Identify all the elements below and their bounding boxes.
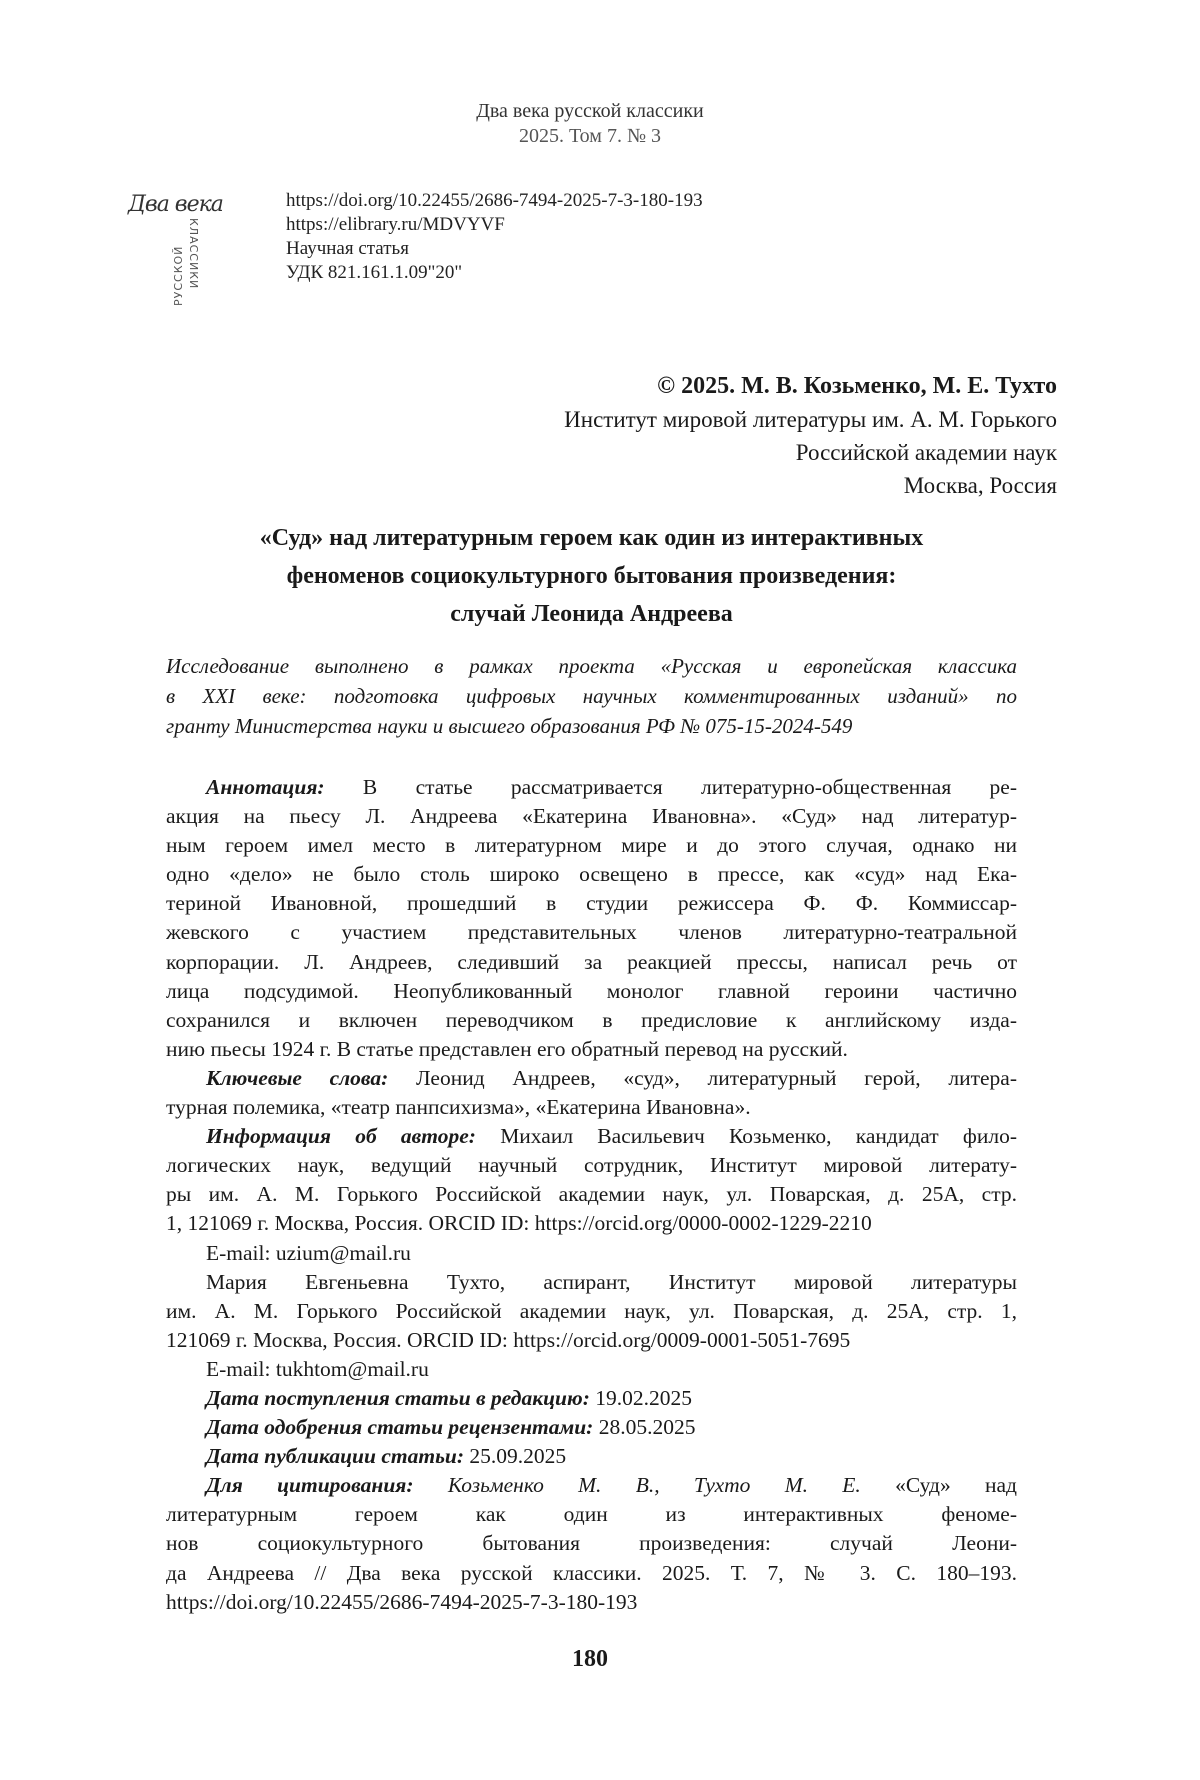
authors-block — [564, 370, 1057, 502]
elibrary-link[interactable]: https://elibrary.ru/MDVYVF — [286, 213, 703, 237]
author-info-text: Михаил Васильевич Козьменко, кандидат фило- — [476, 1124, 1017, 1148]
abstract-line: сохранился и включен переводчиком в предисловие к английскому изда- — [166, 1006, 1017, 1035]
logo-vertical-2: КЛАССИКИ — [187, 218, 200, 289]
grant-line: Исследование выполнено в рамках проекта «Русская и европейская классика — [166, 651, 1017, 681]
article-title — [166, 519, 1017, 633]
date-received — [166, 1384, 1017, 1413]
abstract-line: жевского с участием представительных членов литературно-театральной — [166, 918, 1017, 947]
author-info-line: Мария Евгеньевна Тухто, аспирант, Институт мировой литературы — [166, 1268, 1017, 1297]
citation-label: Для цитирования: — [206, 1473, 414, 1497]
date-value: 28.05.2025 — [593, 1415, 695, 1439]
author-info-line: ры им. А. М. Горького Российской академии наук, ул. Поварская, д. 25А, стр. — [166, 1180, 1017, 1209]
affiliation-line: Институт мировой литературы им. А. М. Горького — [564, 403, 1057, 436]
citation-line: да Андреева // Два века русской классики. 2025. Т. 7, № 3. С. 180–193. — [166, 1559, 1017, 1588]
logo-script: Два века — [128, 192, 223, 217]
date-value: 25.09.2025 — [464, 1444, 566, 1468]
citation-line: нов социокультурного бытования произведения: случай Леони- — [166, 1529, 1017, 1558]
article-meta — [286, 189, 703, 285]
date-value: 19.02.2025 — [590, 1386, 692, 1410]
grant-line: гранту Министерства науки и высшего образования РФ № 075-15-2024-549 — [166, 711, 1017, 741]
abstract-label: Аннотация: — [206, 775, 325, 799]
citation — [166, 1471, 1017, 1616]
grant-note — [166, 651, 1017, 741]
affiliation-line: Российской академии наук — [564, 436, 1057, 469]
abstract-line — [166, 773, 1017, 802]
email-link[interactable]: E-mail: tukhtom@mail.ru — [166, 1355, 1017, 1384]
page-number: 180 — [0, 1646, 1180, 1673]
abstract-line: ным героем имел место в литературном мире и до этого случая, однако ни — [166, 831, 1017, 860]
title-line: случай Леонида Андреева — [166, 595, 1017, 633]
author-info — [166, 1122, 1017, 1384]
author-info-line: 121069 г. Москва, Россия. ORCID ID: https://orcid.org/0009-0001-5051-7695 — [166, 1326, 1017, 1355]
date-published — [166, 1442, 1017, 1471]
date-label: Дата одобрения статьи рецензентами: — [206, 1415, 593, 1439]
abstract-line: одно «дело» не было столь широко освещено в прессе, как «суд» над Ека- — [166, 860, 1017, 889]
affiliation-line: Москва, Россия — [564, 469, 1057, 502]
running-header — [0, 99, 1180, 149]
date-label: Дата поступления статьи в редакцию: — [206, 1386, 590, 1410]
email-link[interactable]: E-mail: uzium@mail.ru — [166, 1239, 1017, 1268]
date-label: Дата публикации статьи: — [206, 1444, 464, 1468]
abstract-line: корпорации. Л. Андреев, следивший за реакцией прессы, написал речь от — [166, 948, 1017, 977]
citation-doi-link[interactable]: https://doi.org/10.22455/2686-7494-2025-7-3-180-193 — [166, 1588, 1017, 1617]
logo-vertical-1: РУССКОЙ — [172, 246, 185, 306]
keywords-text: Леонид Андреев, «суд», литературный герой, литера- — [388, 1066, 1017, 1090]
keywords-line — [166, 1064, 1017, 1093]
article-front-matter — [166, 773, 1017, 1617]
abstract-text: В статье рассматривается литературно-общественная ре- — [325, 775, 1017, 799]
author-info-line — [166, 1122, 1017, 1151]
journal-issue: 2025. Том 7. № 3 — [0, 124, 1180, 149]
abstract-line: акция на пьесу Л. Андреева «Екатерина Ивановна». «Суд» над литератур- — [166, 802, 1017, 831]
author-info-label: Информация об авторе: — [206, 1124, 476, 1148]
abstract-line: лица подсудимой. Неопубликованный монолог главной героини частично — [166, 977, 1017, 1006]
author-info-line: им. А. М. Горького Российской академии наук, ул. Поварская, д. 25А, стр. 1, — [166, 1297, 1017, 1326]
abstract — [166, 773, 1017, 1064]
abstract-line: нию пьесы 1924 г. В статье представлен его обратный перевод на русский. — [166, 1035, 1017, 1064]
grant-line: в XXI веке: подготовка цифровых научных комментированных изданий» по — [166, 681, 1017, 711]
citation-text: «Суд» над — [861, 1473, 1017, 1497]
author-info-line: логических наук, ведущий научный сотрудник, Институт мировой литерату- — [166, 1151, 1017, 1180]
udc-code: УДК 821.161.1.09"20" — [286, 261, 703, 285]
abstract-line: териной Ивановной, прошедший в студии режиссера Ф. Ф. Коммиссар- — [166, 889, 1017, 918]
citation-line — [166, 1471, 1017, 1500]
journal-name: Два века русской классики — [0, 99, 1180, 124]
keywords — [166, 1064, 1017, 1122]
doi-link[interactable]: https://doi.org/10.22455/2686-7494-2025-7-3-180-193 — [286, 189, 703, 213]
journal-logo — [128, 192, 248, 312]
title-line: феноменов социокультурного бытования произведения: — [166, 557, 1017, 595]
title-line: «Суд» над литературным героем как один из интерактивных — [166, 519, 1017, 557]
article-type: Научная статья — [286, 237, 703, 261]
citation-line: литературным героем как один из интерактивных феноме- — [166, 1500, 1017, 1529]
date-approved — [166, 1413, 1017, 1442]
dates — [166, 1384, 1017, 1471]
keywords-label: Ключевые слова: — [206, 1066, 388, 1090]
author-names: © 2025. М. В. Козьменко, М. Е. Тухто — [564, 370, 1057, 403]
author-info-line: 1, 121069 г. Москва, Россия. ORCID ID: https://orcid.org/0000-0002-1229-2210 — [166, 1209, 1017, 1238]
citation-authors: Козьменко М. В., Тухто М. Е. — [414, 1473, 861, 1497]
keywords-line: турная полемика, «театр панпсихизма», «Екатерина Ивановна». — [166, 1093, 1017, 1122]
